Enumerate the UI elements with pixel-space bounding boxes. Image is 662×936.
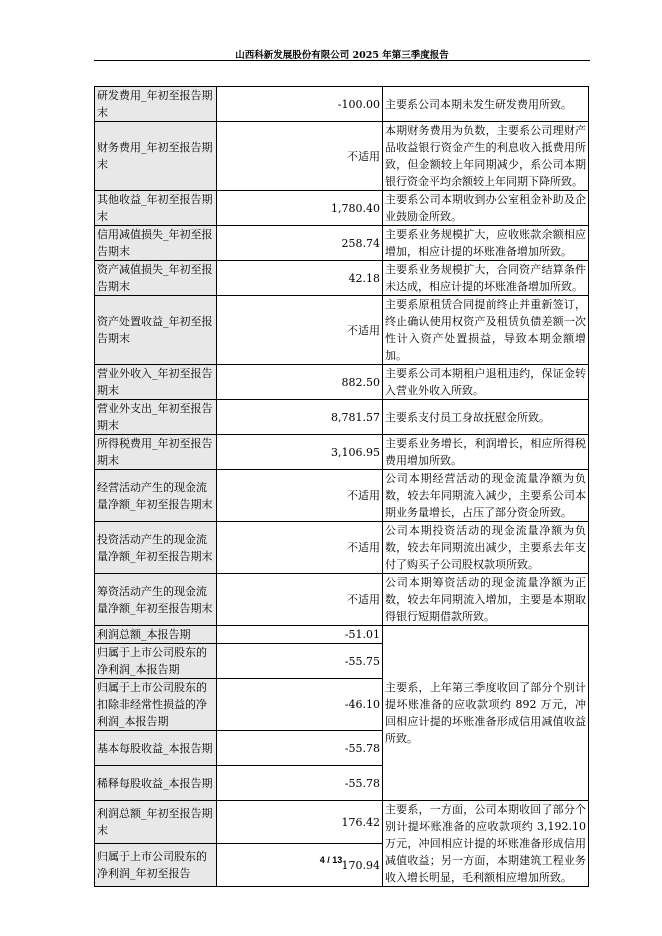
table-row: [95, 522, 589, 574]
report-header: 山西科新发展股份有限公司 2025 年第三季度报告: [235, 50, 449, 61]
header-rule: [94, 60, 590, 61]
item-label: 稀释每股收益_本报告期: [95, 766, 217, 801]
change-value: -46.10: [217, 679, 383, 731]
item-label: 归属于上市公司股东的扣除非经常性损益的净利润_本报告期: [95, 679, 217, 731]
change-value: 1,780.40: [217, 191, 383, 226]
change-value: 3,106.95: [217, 435, 383, 470]
change-value: -55.78: [217, 731, 383, 766]
change-value: 170.94: [217, 844, 383, 887]
change-value: 不适用: [217, 122, 383, 191]
change-reason: 主要系业务规模扩大，应收账款余额相应增加，相应计提的坏账准备增加所致。: [383, 226, 589, 261]
change-value: 176.42: [217, 801, 383, 844]
change-value: 不适用: [217, 296, 383, 365]
change-reason: 公司本期投资活动的现金流量净额为负数，较去年同期流出减少，主要系去年支付了购买子公司股权款项所致。: [383, 522, 589, 574]
item-label: 其他收益_年初至报告期末: [95, 191, 217, 226]
item-label: 资产处置收益_年初至报告期末: [95, 296, 217, 365]
table-row: [95, 87, 589, 122]
merged-change-reason: 主要系，上年第三季度收回了部分个别计提坏账准备的应收款项约 892 万元，冲回相应计提的坏账准备形成信用减值收益所致。: [383, 626, 589, 801]
table-row: [95, 574, 589, 626]
item-label: 营业外支出_年初至报告期末: [95, 400, 217, 435]
item-label: 归属于上市公司股东的净利润_本报告期: [95, 644, 217, 679]
change-reason: 主要系公司本期租户退租违约，保证金转入营业外收入所致。: [383, 365, 589, 400]
change-value: 882.50: [217, 365, 383, 400]
item-label: 经营活动产生的现金流量净额_年初至报告期末: [95, 470, 217, 522]
item-label: 利润总额_本报告期: [95, 626, 217, 644]
item-label: 资产减值损失_年初至报告期末: [95, 261, 217, 296]
table-row: [95, 470, 589, 522]
change-value: 不适用: [217, 522, 383, 574]
change-reason: 主要系业务规模扩大，合同资产结算条件未达成，相应计提的坏账准备增加所致。: [383, 261, 589, 296]
page-number: 4 / 13: [319, 855, 343, 865]
change-reason: 主要系支付员工身故抚慰金所致。: [383, 400, 589, 435]
change-value: -55.78: [217, 766, 383, 801]
item-label: 基本每股收益_本报告期: [95, 731, 217, 766]
item-label: 财务费用_年初至报告期末: [95, 122, 217, 191]
item-label: 信用减值损失_年初至报告期末: [95, 226, 217, 261]
item-label: 利润总额_年初至报告期末: [95, 801, 217, 844]
merged-change-reason: 主要系，一方面，公司本期收回了部分个别计提坏账准备的应收款项约 3,192.10 万元，冲回相应计提的坏账准备形成信用减值收益；另一方面，本期建筑工程业务收入增长明显，毛利额相应增加所致。: [383, 801, 589, 887]
table-row: [95, 226, 589, 261]
table-row: [95, 435, 589, 470]
item-label: 营业外收入_年初至报告期末: [95, 365, 217, 400]
table-row: [95, 261, 589, 296]
item-label: 研发费用_年初至报告期末: [95, 87, 217, 122]
change-value: -51.01: [217, 626, 383, 644]
change-reason: 公司本期筹资活动的现金流量净额为正数，较去年同期流入增加，主要是本期取得银行短期借款所致。: [383, 574, 589, 626]
table-row: [95, 191, 589, 226]
change-value: -100.00: [217, 87, 383, 122]
table-row: [95, 296, 589, 365]
table-row: [95, 400, 589, 435]
change-reason: 主要系业务增长，利润增长，相应所得税费用增加所致。: [383, 435, 589, 470]
change-reason: 主要系原租赁合同提前终止并重新签订，终止确认使用权资产及租赁负债差额一次性计入资产处置损益，导致本期金额增加。: [383, 296, 589, 365]
table-row: [95, 365, 589, 400]
change-value: 不适用: [217, 470, 383, 522]
table-row: [95, 801, 589, 844]
change-reason: 主要系公司本期收到办公室租金补助及企业鼓励金所致。: [383, 191, 589, 226]
change-value: 8,781.57: [217, 400, 383, 435]
item-label: 投资活动产生的现金流量净额_年初至报告期末: [95, 522, 217, 574]
change-value: 不适用: [217, 574, 383, 626]
change-value: 42.18: [217, 261, 383, 296]
table-row: [95, 122, 589, 191]
table-row: [95, 626, 589, 644]
change-reason: 主要系公司本期未发生研发费用所致。: [383, 87, 589, 122]
change-reason: 本期财务费用为负数，主要系公司理财产品收益银行资金产生的利息收入抵费用所致，但金额较上年同期减少，系公司本期银行资金平均余额较上年同期下降所致。: [383, 122, 589, 191]
change-reason: 公司本期经营活动的现金流量净额为负数，较去年同期流入减少，主要系公司本期业务量增长，占压了部分资金所致。: [383, 470, 589, 522]
item-label: 归属于上市公司股东的净利润_年初至报告: [95, 844, 217, 887]
variance-table: [94, 86, 589, 887]
change-value: 258.74: [217, 226, 383, 261]
item-label: 筹资活动产生的现金流量净额_年初至报告期末: [95, 574, 217, 626]
item-label: 所得税费用_年初至报告期末: [95, 435, 217, 470]
change-value: -55.75: [217, 644, 383, 679]
